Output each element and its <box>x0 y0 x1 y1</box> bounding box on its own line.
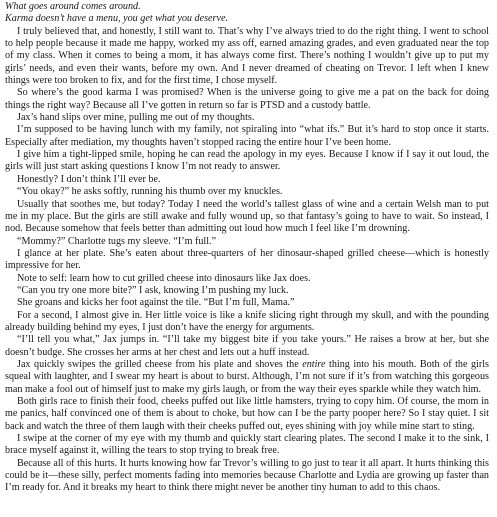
body-paragraph: For a second, I almost give in. Her little voice is like a knife slicing right through my skull, and with the pounding already building behind my eyes, I just don’t have the energy for arguments. <box>5 309 489 333</box>
body-paragraph: Note to self: learn how to cut grilled cheese into dinosaurs like Jax does. <box>17 272 311 284</box>
body-paragraph <box>5 359 489 396</box>
emphasized-word: entire <box>302 358 326 370</box>
body-paragraph: I swipe at the corner of my eye with my thumb and quickly start clearing plates. The second I make it to the sink, I brace myself against it, willing the tears to stop trying to break free. <box>5 433 489 457</box>
body-paragraph: I glance at her plate. She’s eaten about three-quarters of her dinosaur-shaped grilled cheese—which is honestly impressive for her. <box>5 247 489 272</box>
paragraph-text-before: Jax quickly swipes the grilled cheese from his plate and shoves the <box>17 358 303 370</box>
body-paragraph: Honestly? I don’t think I’ll ever be. <box>17 173 161 185</box>
body-paragraph: Both girls race to finish their food, cheeks puffed out like little hamsters, trying to copy him. Of course, the mom in me panics, half convinced one of them is about to choke, but how can I be the party pooper here? So I stay quiet. I sit back and watch the three of them laugh with their cheeks puffed out, eyes shining with joy while mine start to sting. <box>5 396 489 432</box>
body-paragraph: I’m supposed to be having lunch with my family, not spiraling into “what ifs.” But it’s hard to stop once it starts. Especially after mediation, my thoughts haven’t stopped racing the entire hour I’ve been home. <box>5 124 489 148</box>
body-paragraph: I truly believed that, and honestly, I still want to. That’s why I’ve always tried to do the right thing. I went to school to help people because it made me happy, worked my ass off, earned amazing grades, and even graduated near the top of my class. When it comes to being a mom, it has always come first. There’s nothing I wouldn’t give up to put my girls’ needs, and even their wants, before my own. And I never dreamed of cheating on Trevor. I left when I knew things were too broken to fix, and for the first time, I chose myself. <box>5 25 489 87</box>
epigraph-line-2: Karma doesn’t have a menu, you get what you deserve. <box>5 13 228 25</box>
epigraph-line-1: What goes around comes around. <box>5 1 141 12</box>
body-paragraph: She groans and kicks her foot against the tile. “But I’m full, Mama.” <box>17 297 295 309</box>
paragraph-text-after: thing into his mouth. Both of the girls squeal with laughter, and I swear my heart is about to burst. Although, I’m not sure if it’s from watching this gorgeous man make a fool out of himself just to make my girls laugh, or from the way their eyes sparkle while they watch him. <box>5 358 489 395</box>
body-paragraph: Jax’s hand slips over mine, pulling me out of my thoughts. <box>17 112 255 124</box>
dialogue-paragraph: “You okay?” he asks softly, running his thumb over my knuckles. <box>17 186 283 198</box>
dialogue-paragraph: “Can you try one more bite?” I ask, knowing I’m pushing my luck. <box>17 284 289 296</box>
dialogue-paragraph: “I’ll tell you what,” Jax jumps in. “I’ll take my biggest bite if you take yours.” He raises a brow at her, but she doesn’t budge. She crosses her arms at her chest and lets out a huff instead. <box>5 334 489 358</box>
body-paragraph: Usually that soothes me, but today? Today I need the world’s tallest glass of wine and a certain Welsh man to put me in my place. But the girls are still awake and fully wound up, so that fantasy’s going to have to wait. So instead, I nod. Because somehow that feels better than admitting out loud how much I feel like I’m drowning. <box>5 198 489 235</box>
body-paragraph: Because all of this hurts. It hurts knowing how far Trevor’s willing to go just to tear it all apart. It hurts thinking this could be it—these silly, perfect moments fading into memories because Charlotte and Lydia are growing up faster than I’m ready for. And it breaks my heart to think there might never be another tiny human to add to this chaos. <box>5 457 489 494</box>
body-paragraph: So where’s the good karma I was promised? When is the universe going to give me a pat on the back for doing things the right way? Because all I’ve gotten in return so far is PTSD and a custody battle. <box>5 87 489 111</box>
dialogue-paragraph: “Mommy?” Charlotte tugs my sleeve. “I’m full.” <box>17 235 217 247</box>
body-paragraph: I give him a tight-lipped smile, hoping he can read the apology in my eyes. Because I know if I say it out loud, the girls will just start asking questions I know I’m not ready to answer. <box>5 149 489 173</box>
